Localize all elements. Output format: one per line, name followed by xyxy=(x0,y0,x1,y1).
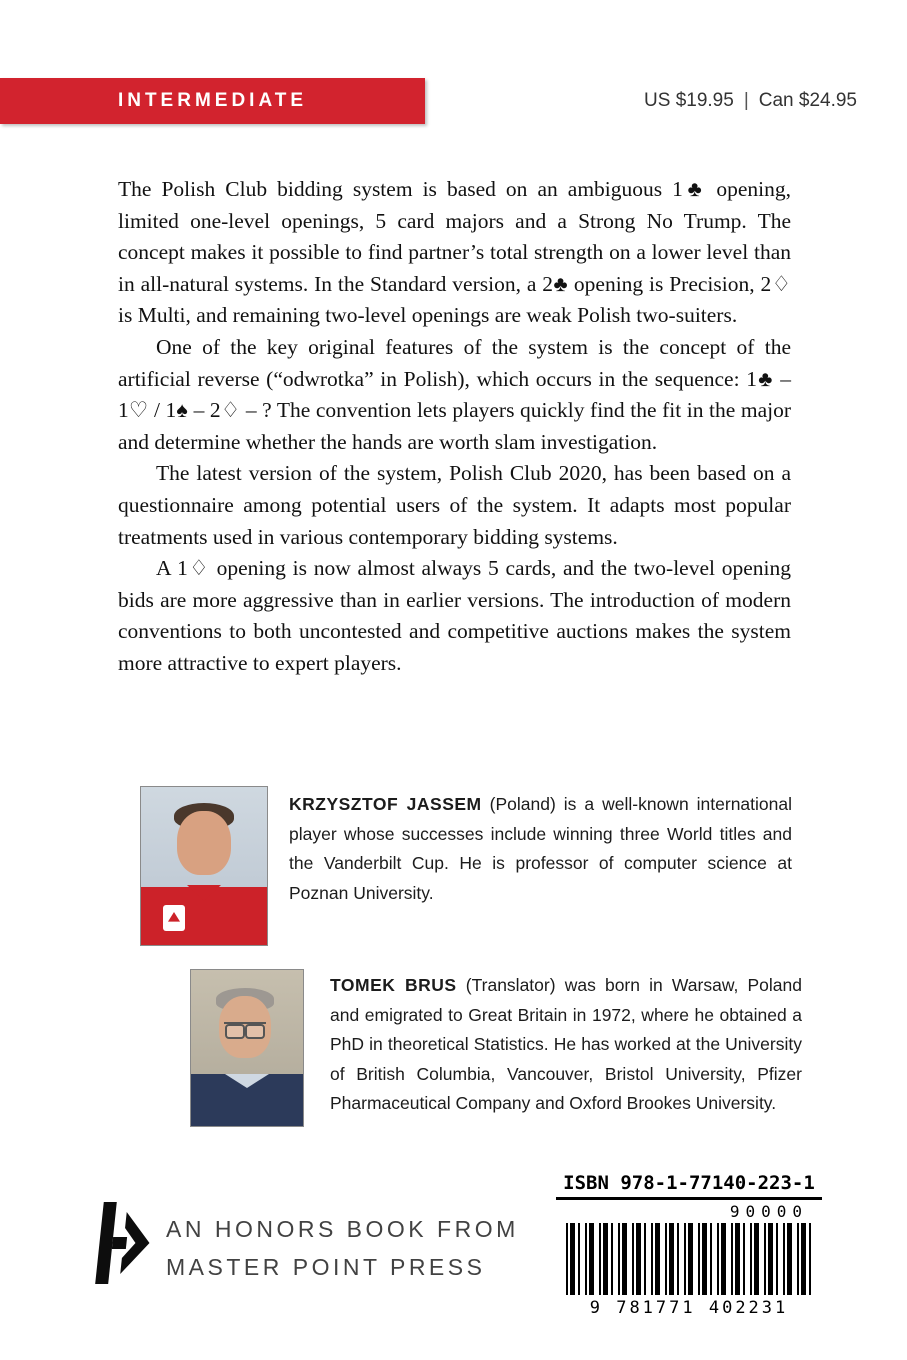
author-name-brus: TOMEK BRUS xyxy=(330,975,457,995)
author-bio-text-brus: (Translator) was born in Warsaw, Poland and emigrated to Great Britain in 1972, where he obtained a PhD in theoretical Statistics. He has worked at the University of British Columbia, Vancouver, Bristol University, Pfizer Pharmaceutical Company and Oxford Brookes University. xyxy=(330,975,802,1114)
price-separator: | xyxy=(743,90,749,111)
author-section-brus xyxy=(190,969,802,1127)
isbn-number: ISBN 978-1-77140-223-1 xyxy=(563,1172,815,1194)
photo-sweater xyxy=(191,1074,303,1126)
author-photo-brus xyxy=(190,969,304,1127)
blurb-paragraph-4: A 1♢ opening is now almost always 5 cards, and the two-level opening bids are more aggressive than in earlier versions. The introduction of modern conventions to both uncontested and competitive auctions makes the system more attractive to expert players. xyxy=(118,556,791,675)
blurb-paragraph-2: One of the key original features of the system is the concept of the artificial reverse (“odwrotka” in Polish), which occurs in the sequence: 1♣ – 1♡ / 1♠ – 2♢ – ? The convention lets players quickly find the fit in the major and determine whether the hands are worth slam investigation. xyxy=(118,334,791,454)
barcode xyxy=(566,1223,812,1295)
blurb xyxy=(118,174,791,680)
blurb-paragraph-3: The latest version of the system, Polish Club 2020, has been based on a questionnaire among potential users of the system. It adapts most popular treatments used in various contemporary bidding systems. xyxy=(118,461,791,549)
ean-number: 9 781771 402231 xyxy=(589,1298,789,1318)
price-can: Can $24.95 xyxy=(758,90,857,111)
author-bio-text-jassem: (Poland) is a well-known international player whose successes include winning three World titles and the Vanderbilt Cup. He is professor of computer science at Poznan University. xyxy=(289,794,792,903)
price-us: US $19.95 xyxy=(644,90,734,111)
author-section-jassem xyxy=(140,786,792,946)
publisher-line-1: AN HONORS BOOK FROM xyxy=(166,1216,519,1242)
isbn-price-code: 90000 xyxy=(729,1202,808,1221)
isbn-block xyxy=(556,1172,822,1318)
honors-logo-icon xyxy=(92,1200,156,1286)
photo-poland-emblem xyxy=(163,905,185,931)
author-bio-brus xyxy=(330,969,802,1127)
author-bio-jassem xyxy=(289,786,792,946)
blurb-paragraph-1: The Polish Club bidding system is based on an ambiguous 1♣ opening, limited one-level openings, 5 card majors and a Strong No Trump. The concept makes it possible to find partner’s total strength on a lower level than in all-natural systems. In the Standard version, a 2♣ opening is Precision, 2♢ is Multi, and remaining two-level openings are weak Polish two-suiters. xyxy=(118,177,791,328)
author-name-jassem: KRZYSZTOF JASSEM xyxy=(289,794,482,814)
isbn-divider xyxy=(556,1197,822,1200)
price-line xyxy=(644,90,857,112)
author-photo-jassem xyxy=(140,786,268,946)
publisher-line-2: MASTER POINT PRESS xyxy=(166,1254,486,1280)
photo-face xyxy=(177,811,231,875)
level-banner xyxy=(0,78,425,124)
photo-glasses xyxy=(224,1022,266,1036)
publisher-imprint xyxy=(166,1210,519,1286)
level-banner-label: INTERMEDIATE xyxy=(117,90,308,111)
